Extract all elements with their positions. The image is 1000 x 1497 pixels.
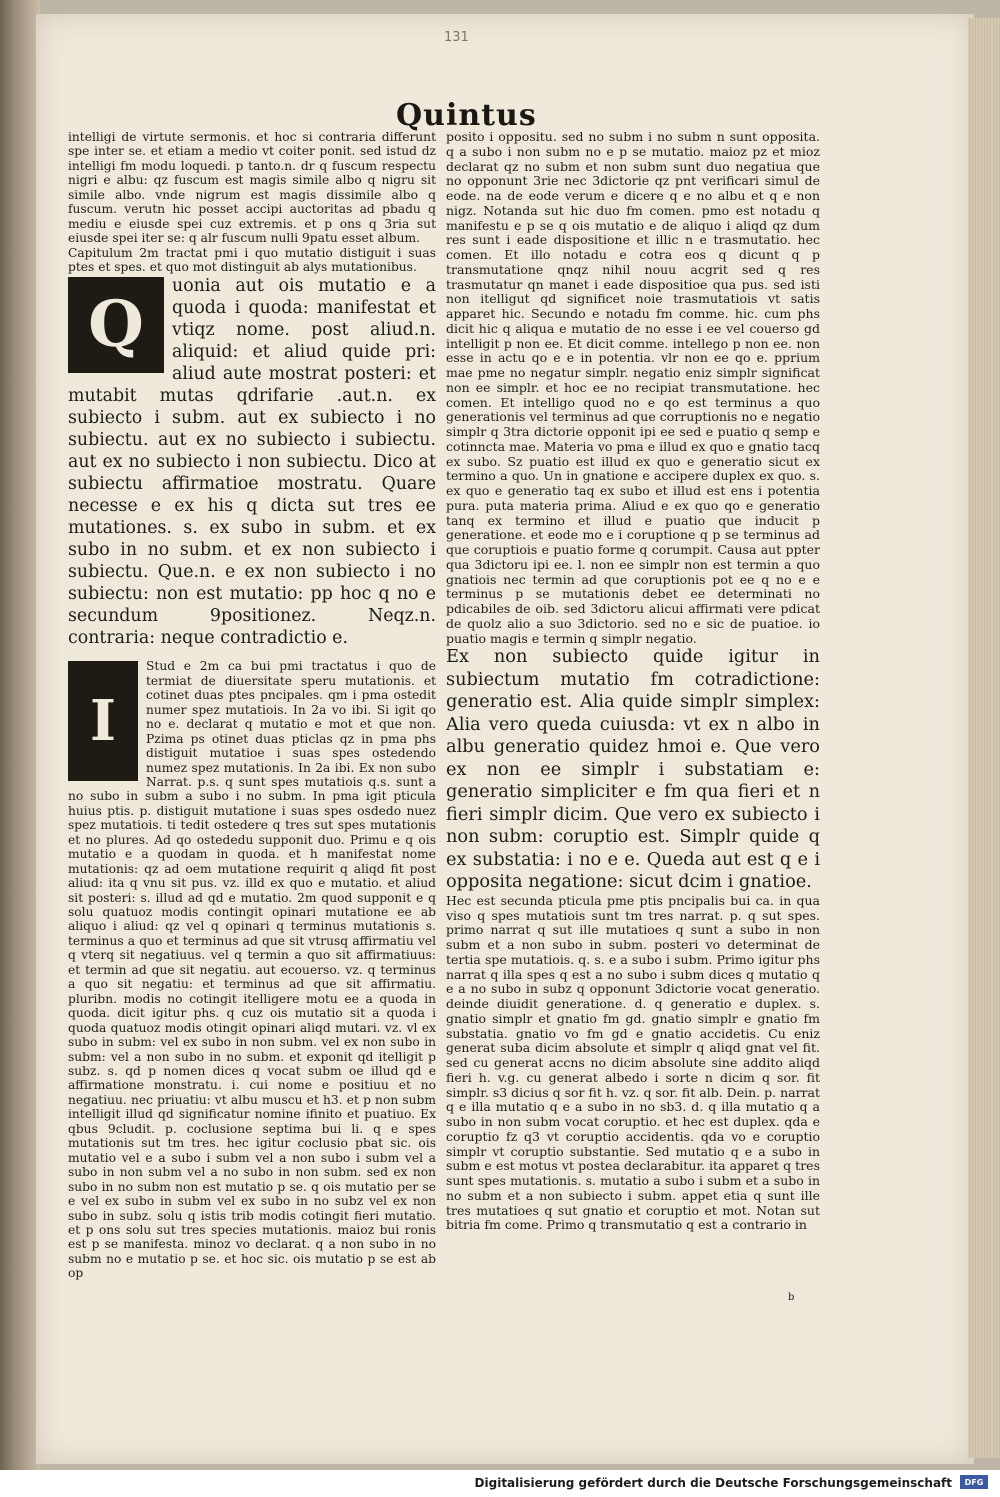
right-para-1: posito i oppositu. sed no subm i no subm n sunt opposita. q a subo i non subm no e p se mutatio. maioz pz et mioz declarat qz no subm et non subm sunt duo negatiua que no opponunt 3rie nec 3dictorie qz pnt verificari simul de eode. na de eode verum e dicere q e no albu et q e non nigz. Notanda sut hic duo fm comen. pmo est notadu q manifestu e p se q ois mutatio e de aliquo i aliqd qz dum res sunt i eade dispositione et illic n e trasmutatio. hec comen. Et illo notadu e cotra eos q dicunt q p transmutatione qnqz nihil nouu acgrit sed q res trasmutatur qn manet i eade dispositioe qua pus. sed isti non itelligut qd significet noie trasmutatiois vt satis apparet hic. Secundo e notadu fm comme. hic. cum phs dicit hic q aliqua e mutatio de no esse i ee vel couerso gd intelligit p non ee. Et dicit comme. intellego p non ee. non esse in actu qo e e in potentia. vlr non ee qo e. pprium mae pme no negatur simplr. negatio eniz simplr significat non ee simplr. et hoc ee no recipiat transmutatione. hec comen. Et intelligo quod no e qo est terminus a quo generationis vel terminus ad que corruptionis no e negatio simplr q 3tra dictorie opponit ipi ee sed e puatio q semp e cotinncta mae. Materia vo pma e illud ex quo e gnatio tacq ex subo. Sz puatio est illud ex quo e generatio sicut ex termino a quo. Un in gnatione e accipere duplex ex quo. s. ex quo e generatio taq ex subo et illud est ens i potentia pura. puta materia prima. Aliud e ex quo qo e generatio tanq ex termino et illud e puatio que inducit p generatione. et eode mo e i coruptione q p se terminus ad que coruptiois e puatio forme q corumpit. Causa aut ppter qua 3dictoru ipi ee. l. non ee simplr non est termin a quo gnatiois nec termin ad que coruptionis pot ee q no e e terminus p se mutationis debet ee determinati no pdicabiles de oib. sed 3dictoru alicui affirmati vere pdicat de quolz alio a suo 3dictorio. sed no e sic de puatioe. io puatio magis e termin q simplr negatio. bbox=[446, 129, 820, 646]
fore-edge bbox=[968, 18, 1000, 1458]
spacer bbox=[68, 649, 436, 659]
left-para-3: uonia aut ois mutatio e a quoda i quoda: manifestat et vtiqz nome. post aliud.n. aliquid: et aliud quide pri: aliud aute mostrat posteri: et mutabit mutas qdrifarie .aut.n. ex subiecto i subm. aut ex subiecto i no subiectu. aut ex no subiecto i subiectu. aut ex no subiecto i non subiectu. Dico at subiectu affirmatioe mostratu. Quare necesse e ex his q dicta sut tres ee mutationes. s. ex subo in subm. et ex subo in no subm. et ex non subiecto i subiectu. Que.n. e ex non subiecto i no subiectu: non est mutatio: pp hoc q no e secundum 9positionez. Neqz.n. contraria: neque contradictio e. bbox=[68, 275, 436, 649]
left-page-edge bbox=[0, 0, 40, 1470]
decorated-initial-i: I bbox=[68, 661, 138, 781]
running-head: Quintus bbox=[396, 98, 537, 133]
decorated-initial-q: Q bbox=[68, 277, 164, 373]
commentary-block bbox=[68, 659, 436, 1280]
right-column bbox=[446, 130, 820, 1233]
text-block-large-1 bbox=[68, 275, 436, 650]
left-para-1: intelligi de virtute sermonis. et hoc si contraria differunt spe inter se. et etiam a medio vt coiter ponit. sed istud dz intelligi fm modu loquedi. p tanto.n. dr q fuscum respectu nigri e albu: qz fuscum est magis simile albo q nigru sit simile albo. vnde nigrum est magis dissimile albo q fuscum. verutn hic posset accipi auctoritas ad pbadu q mediu e eiusde spei cuz extremis. et p ons q 3ria sut eiusde spei iter se: q alr fuscum nulli 9patu esset album. bbox=[68, 130, 436, 246]
left-column bbox=[68, 130, 436, 1281]
folio-number: 131 bbox=[444, 30, 469, 45]
left-chapter-heading: Capitulum 2m tractat pmi i quo mutatio distiguit i suas ptes et spes. et quo mot distinguit ab alys mutationibus. bbox=[68, 245, 436, 275]
left-para-4: Stud e 2m ca bui pmi tractatus i quo de termiat de diuersitate speru mutationis. et cotinet duas ptes pncipales. qm i pma ostedit numer spez mutatiois. In 2a vo ibi. Si igit qo no e. declarat q mutatio e mot et que non. Pzima ps otinet duas pticlas qz in pma phs distiguit mutatioe i suas spes ostedendo numez spez mutationis. In 2a ibi. Ex non subo Narrat. p.s. q sunt spes mutatiois q.s. sunt a no subo in subm a subo i no subm. In pma igit pticula huius ptis. p. distiguit mutatione i suas spes osdedo nuez spez mutatiois. ti tedit ostedere q tres sut spes mutationis et no plures. Ad qo ostededu supponit duo. Primu e q ois mutatio e a quodam in quoda. et h manifestat nome mutationis: qz ad oem mutatione requirit q aliqd fit post aliud: ita q vnu sit pus. vz. illd ex quo e mutatio. et aliud sit posteri: s. illud ad qd e mutatio. 2m quod supponit e q solu quatuoz modis contingit opinari mutatione ee ab aliquo i aliud: qz vel q opinari q terminus mutationis s. terminus a quo et terminus ad que sit vtrusq affirmatiu vel q vterq sit negatiuus. vel q termin a quo sit affirmatiuus: et termin ad que sit negatiu. aut ecouerso. vz. q terminus a quo sit negatiu: et terminus ad que sit affirmatiu. pluribn. modis no cotingit itelligere motu ee a quoda in quoda. dicit igitur phs. q cuz ois mutatio sit a quoda i quoda quatuoz modis otingit opinari aliqd mutari. vz. vl ex subo in subm: vel ex subo in non subm. vel ex non subo in subm: vel a non subo in no subm. et exponit qd itelligit p subz. s. qd p nomen dices q vocat subm oe illud qd e affirmatione monstratu. i. cui nome e positiuu et no negatiuu. nec priuatiu: vt albu muscu et h3. et p non subm intelligit illud qd significatur nomine ifinito et puatiuo. Ex qbus 9cludit. p. coclusione septima bui li. q e spes mutationis sut tm tres. hec igitur coclusio pbat sic. ois mutatio vel e a subo i subm vel a non subo i subm vel a subo in non subm vel a no subo in non subm. sed ex non subo in no subm non est mutatio p se. q ois mutatio per se e vel ex subo in subm vel ex subo in no subz vel ex non subo in subz. solu q istis trib modis cotingit fieri mutatio. et p ons solu sut tres species mutationis. maioz bui ronis est p se manifesta. minoz vo declarat. q a non subo in no subm no e mutatio p se. et hoc sic. ois mutatio p se est ab op bbox=[68, 659, 436, 1281]
dfg-logo-icon: DFG bbox=[960, 1475, 988, 1489]
signature-mark: b bbox=[788, 1292, 795, 1303]
funding-credit: Digitalisierung gefördert durch die Deutsche Forschungsgemeinschaft bbox=[474, 1476, 952, 1490]
right-para-3: Hec est secunda pticula pme ptis pncipalis bui ca. in qua viso q spes mutatiois sunt tm tres narrat. p. q sut spes. primo narrat q sut ille mutatioes q sunt a subo in non subm et a non subo in subm. posteri vo determinat de tertia spe mutatiois. q. s. e a subo i subm. Primo igitur phs narrat q illa spes q est a no subo i subm dices q mutatio q e a no subo in subz q opponunt 3dictorie vocat generatio. deinde diuidit generatione. d. q generatio e duplex. s. gnatio simplr et gnatio fm gd. gnatio simplr e gnatio fm substatia. gnatio vo fm gd e gnatio accidetis. Cu eniz generat suba dicim absolute et simplr q aliqd gnat vel fit. sed cu generat accns no dicim absolute sine addito aliqd fieri h. v.g. cu generat albedo i sorte n dicim q sor. fit simplr. s3 dicius q sor fit h. vz. q sor. fit alb. Dein. p. narrat q e illa mutatio q e a subo in no sb3. d. q illa mutatio q a subo in non subm vocat coruptio. et hec est duplex. qda e coruptio fz q3 vt coruptio accidentis. qda vo e coruptio simplr vt coruptio substantie. Sed mutatio q e a subo in subm e est motus vt postea declarabitur. ita apparet q tres sunt spes mutationis. s. mutatio a subo i subm et a subo in no subm et a non subiecto i subm. appet etia q sunt ille tres mutatioes q sut gnatio et coruptio et mot. Notan sut bitria fm come. Primo q transmutatio q est a contrario in bbox=[446, 892, 820, 1233]
right-para-2: Ex non subiecto quide igitur in subiectum mutatio fm cotradictione: generatio est. Alia quide simplr simplex: Alia vero queda cuiusda: vt ex n albo in albu generatio quidez hmoi e. Que vero ex non ee simplr i substatiam e: generatio simpliciter e fm qua fieri et n fieri simplr dicim. Que vero ex subiecto i non subm: coruptio est. Simplr quide q ex substatia: i no e e. Queda aut est q e i opposita negatione: sicut dcim i gnatioe. bbox=[446, 647, 820, 893]
